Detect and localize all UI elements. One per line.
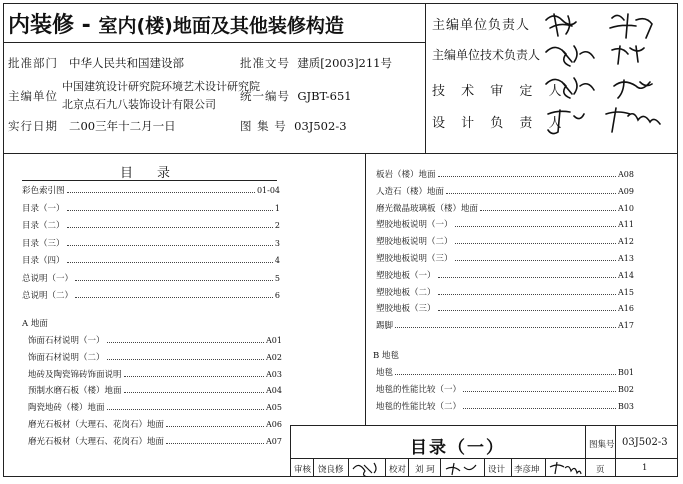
toc-item-text: 塑胶地板（二） xyxy=(376,287,436,298)
toc-item-page: A06 xyxy=(266,420,282,429)
section-b-toc-item[interactable] xyxy=(376,366,634,378)
toc-leader-dots xyxy=(438,294,617,295)
atlas-no-value: 03J502-3 xyxy=(622,437,668,448)
toc-item-text: 饰面石材说明（一） xyxy=(28,336,105,346)
toc-item-text: 陶瓷地砖（楼）地面 xyxy=(28,403,105,414)
toc-leader-dots xyxy=(107,342,265,343)
toc-leader-dots xyxy=(166,426,264,427)
toc-item-page: A07 xyxy=(266,436,282,446)
toc-item-page: A13 xyxy=(618,254,634,263)
page-title: 内装修 - 室内(楼)地面及其他装修构造 xyxy=(8,13,344,38)
toc-leader-dots xyxy=(463,408,616,409)
page-label: 页 xyxy=(596,465,605,475)
toc-item-page: 3 xyxy=(274,238,280,248)
check-name: 刘 珂 xyxy=(415,465,435,475)
toc-item-page: A09 xyxy=(618,186,634,196)
toc-leader-dots xyxy=(446,193,616,194)
toc-leader-dots xyxy=(438,310,617,311)
toc-item-page: 01-04 xyxy=(256,186,280,195)
toc-item-page: A16 xyxy=(618,304,634,314)
effective-date-row: 实行日期 二00三年十二月一日 xyxy=(8,119,176,133)
toc-leader-dots xyxy=(455,226,617,227)
toc-leader-dots xyxy=(67,210,273,211)
toc-item-page: A11 xyxy=(618,220,634,230)
toc-item-page: A10 xyxy=(618,203,634,213)
toc-item-text: 总说明（二） xyxy=(22,291,74,301)
section-a-heading: A 地面 xyxy=(22,319,48,329)
toc-item-text: 塑胶地板（三） xyxy=(376,304,436,315)
handwritten-signatures xyxy=(540,6,675,146)
toc-item-page: B01 xyxy=(617,368,634,377)
toc-item-page: B03 xyxy=(617,401,634,411)
toc-item-text: 板岩（楼）地面 xyxy=(376,170,436,180)
toc-leader-dots xyxy=(438,277,617,278)
section-b-heading: B 地毯 xyxy=(373,351,399,361)
toc-leader-dots xyxy=(124,392,265,393)
toc-title-underline xyxy=(22,180,277,181)
header-divider-vertical xyxy=(425,3,426,153)
editor-unit-b: 北京点石九八装饰设计有限公司 xyxy=(62,98,216,111)
toc-item-text: 地毯 xyxy=(376,368,394,378)
toc-item-text: 饰面石材说明（二） xyxy=(28,352,105,363)
tb-sep-3 xyxy=(385,458,386,477)
left-top-toc-item[interactable] xyxy=(22,289,280,301)
sheet-title: 目录（一） xyxy=(410,438,505,458)
left-top-toc-item[interactable] xyxy=(22,272,280,284)
atlas-no-row: 图 集 号 03J502-3 xyxy=(240,119,347,133)
toc-item-page: A05 xyxy=(266,403,282,413)
toc-item-text: 地砖及陶瓷锦砖饰面说明 xyxy=(28,369,122,380)
review-label: 审核 xyxy=(294,465,312,475)
design-name: 李彦坤 xyxy=(514,465,540,475)
toc-item-text: 磨光石板材（大理石、花岗石）地面 xyxy=(28,436,165,447)
toc-item-text: 地毯的性能比较（一） xyxy=(376,384,462,395)
left-top-toc-item[interactable] xyxy=(22,219,280,231)
toc-item-text: 塑胶地板说明（一） xyxy=(376,220,453,231)
toc-leader-dots xyxy=(107,359,265,360)
title-underline xyxy=(3,42,425,43)
toc-item-text: 磨光微晶玻璃板（楼）地面 xyxy=(376,203,479,214)
toc-item-page: A02 xyxy=(266,352,282,362)
toc-item-text: 目录（四） xyxy=(22,256,65,266)
toc-leader-dots xyxy=(67,192,255,193)
title-block-top-line xyxy=(290,425,678,426)
editor-unit-a: 中国建筑设计研究院环境艺术设计研究院 xyxy=(62,80,260,93)
toc-leader-dots xyxy=(455,243,617,244)
toc-item-page: B02 xyxy=(617,384,634,394)
toc-item-page: 2 xyxy=(274,221,280,230)
section-a-cont-toc-item[interactable] xyxy=(376,185,634,197)
section-a-cont-toc-item[interactable] xyxy=(376,202,634,214)
toc-item-page: A08 xyxy=(618,170,634,179)
sig-label-tech-chief: 主编单位技术负责人 xyxy=(432,48,541,62)
toc-item-page: 5 xyxy=(274,273,280,283)
design-signature xyxy=(547,459,583,477)
left-top-toc-item[interactable] xyxy=(22,254,280,266)
toc-item-page: 1 xyxy=(274,203,280,213)
sig-label-reviewer: 技 术 审 定 人 xyxy=(432,84,568,99)
section-a-cont-toc-item[interactable] xyxy=(376,302,634,314)
left-top-toc-item[interactable] xyxy=(22,184,280,196)
toc-item-text: 预制水磨石板（楼）地面 xyxy=(28,386,122,397)
toc-leader-dots xyxy=(395,374,616,375)
toc-leader-dots xyxy=(480,210,616,211)
tb-sep-2 xyxy=(348,458,349,477)
toc-leader-dots xyxy=(67,227,273,228)
toc-item-page: A17 xyxy=(618,321,634,331)
toc-column-divider xyxy=(365,153,366,425)
section-a-toc-item[interactable] xyxy=(28,401,282,413)
title-block-divider-b xyxy=(615,425,616,477)
toc-leader-dots xyxy=(67,245,273,246)
section-a-toc-item[interactable] xyxy=(28,351,282,363)
tb-sep-8 xyxy=(545,458,546,477)
section-a-toc-item[interactable] xyxy=(28,435,282,447)
toc-leader-dots xyxy=(455,260,617,261)
page-number: 1 xyxy=(642,463,648,473)
section-a-cont-toc-item[interactable] xyxy=(376,168,634,180)
title-block-divider-a xyxy=(585,425,586,477)
left-top-toc-item[interactable] xyxy=(22,237,280,249)
review-name: 饶良修 xyxy=(318,465,344,475)
approval-dept-row: 批准部门 中华人民共和国建设部 xyxy=(8,56,184,70)
toc-leader-dots xyxy=(75,297,273,298)
toc-item-text: 目录（三） xyxy=(22,238,65,249)
approval-no-row: 批准文号 建质[2003]211号 xyxy=(240,56,393,70)
toc-item-text: 磨光石板材（大理石、花岗石）地面 xyxy=(28,420,165,430)
check-signature xyxy=(442,459,482,477)
tb-sep-1 xyxy=(313,458,314,477)
toc-leader-dots xyxy=(124,376,265,377)
section-b-toc-item[interactable] xyxy=(376,400,634,412)
toc-item-page: A04 xyxy=(266,386,282,396)
toc-item-page: A01 xyxy=(266,336,282,345)
section-a-cont-toc-item[interactable] xyxy=(376,286,634,298)
editor-unit-label: 主编单位 xyxy=(8,89,58,103)
toc-item-page: 6 xyxy=(274,291,280,300)
toc-item-text: 地毯的性能比较（二） xyxy=(376,401,462,412)
section-a-cont-toc-item[interactable] xyxy=(376,218,634,230)
toc-item-page: A03 xyxy=(266,369,282,379)
section-a-toc-item[interactable] xyxy=(28,368,282,380)
section-a-toc-item[interactable] xyxy=(28,334,282,346)
toc-title: 目录 xyxy=(120,166,195,181)
tb-sep-6 xyxy=(484,458,485,477)
header-bottom-line xyxy=(3,153,678,154)
tb-sep-5 xyxy=(440,458,441,477)
section-a-cont-toc-item[interactable] xyxy=(376,269,634,281)
toc-item-text: 塑胶地板说明（三） xyxy=(376,254,453,264)
toc-item-page: 4 xyxy=(274,256,280,265)
unified-no-row: 统一编号 GJBT-651 xyxy=(240,89,352,103)
section-a-cont-toc-item[interactable] xyxy=(376,252,634,264)
section-a-toc-item[interactable] xyxy=(28,384,282,396)
toc-item-text: 人造石（楼）地面 xyxy=(376,186,445,197)
toc-item-text: 目录（一） xyxy=(22,203,65,214)
toc-item-text: 塑胶地板（一） xyxy=(376,270,436,281)
toc-leader-dots xyxy=(463,391,616,392)
title-block-left-line xyxy=(290,425,291,477)
toc-leader-dots xyxy=(438,176,617,177)
toc-item-text: 总说明（一） xyxy=(22,273,74,284)
section-a-cont-toc-item[interactable] xyxy=(376,235,634,247)
design-label: 设计 xyxy=(488,465,506,475)
section-a-cont-toc-item[interactable] xyxy=(376,319,634,331)
toc-item-text: 塑胶地板说明（二） xyxy=(376,237,453,248)
section-b-toc-item[interactable] xyxy=(376,383,634,395)
atlas-no-label: 图集号 xyxy=(589,440,615,450)
toc-leader-dots xyxy=(395,327,616,328)
toc-item-text: 目录（二） xyxy=(22,221,65,231)
section-a-toc-item[interactable] xyxy=(28,418,282,430)
toc-leader-dots xyxy=(166,443,264,444)
toc-item-text: 踢脚 xyxy=(376,321,394,332)
toc-leader-dots xyxy=(67,262,273,263)
review-signature xyxy=(350,459,384,477)
toc-item-page: A14 xyxy=(618,270,634,280)
toc-leader-dots xyxy=(75,280,273,281)
toc-item-page: A15 xyxy=(618,287,634,297)
toc-item-text: 彩色索引图 xyxy=(22,186,65,196)
toc-item-page: A12 xyxy=(618,237,634,247)
sig-label-chief: 主编单位负责人 xyxy=(432,18,531,33)
tb-sep-4 xyxy=(408,458,409,477)
tb-sep-7 xyxy=(511,458,512,477)
left-top-toc-item[interactable] xyxy=(22,202,280,214)
sig-label-design-lead: 设 计 负 责 人 xyxy=(432,116,568,131)
toc-leader-dots xyxy=(107,409,265,410)
check-label: 校对 xyxy=(389,465,407,475)
